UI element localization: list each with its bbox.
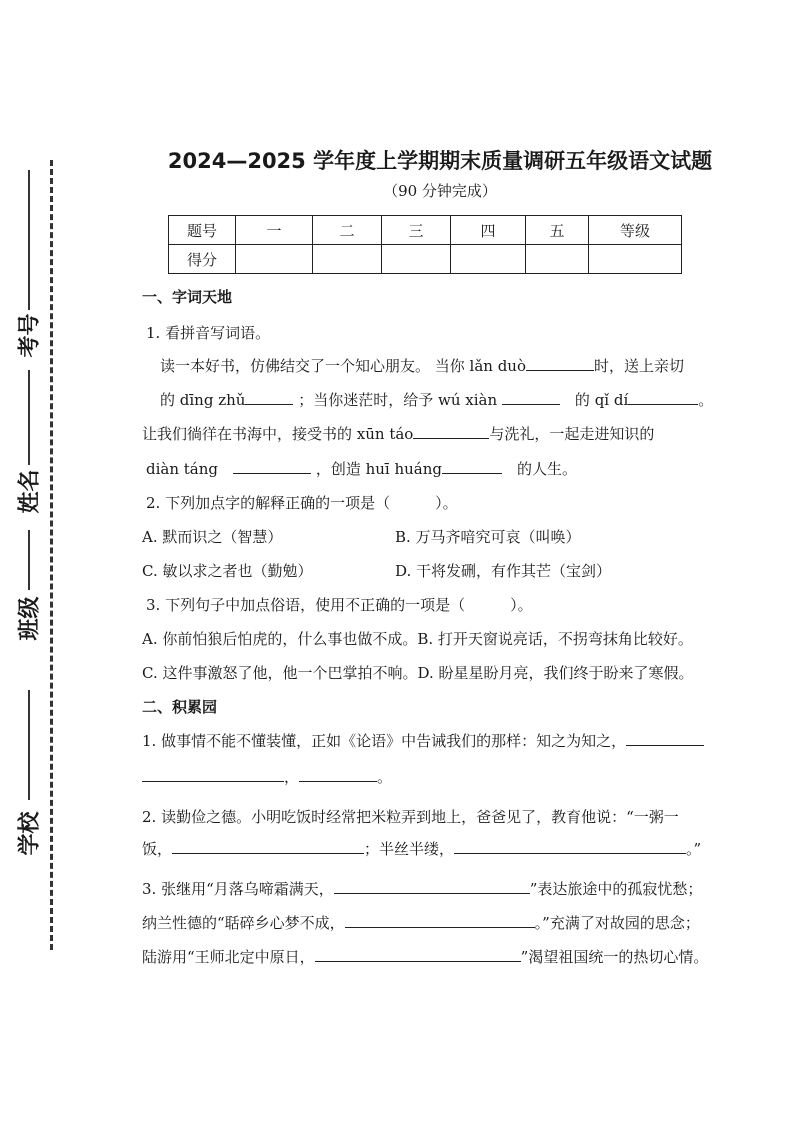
q3-options-cd[interactable]: C. 这件事激怒了他，他一个巴掌拍不响。D. 盼星星盼月亮，我们终于盼来了寒假。 [142, 664, 694, 682]
school-label: 学校 [16, 811, 43, 856]
s2-q3-line2 [142, 912, 700, 933]
q1-text: ；当你迷茫时，给予 wú xiàn [298, 391, 498, 409]
q1-text: 的人生。 [517, 460, 578, 478]
answer-blank[interactable] [628, 390, 698, 405]
s2-q2-line1: 2. 读勤俭之德。小明吃饭时经常把米粒弄到地上，爸爸见了，教育他说：“一粥一 [142, 808, 679, 826]
s2-q3-line3 [142, 946, 708, 967]
q1-line2 [160, 389, 713, 410]
q1-text: 。 [698, 391, 714, 409]
q1-line4 [146, 458, 577, 479]
q3-options-ab[interactable]: A. 你前怕狼后怕虎的，什么事也做不成。B. 打开天窗说亮话，不拐弯抹角比较好。 [142, 630, 693, 648]
answer-blank[interactable] [245, 390, 293, 405]
s2-q3-text: 3. 张继用“月落乌啼霜满天， [142, 880, 334, 898]
s2-q1-end: 。 [377, 768, 393, 786]
score-cell[interactable] [451, 245, 526, 274]
answer-blank[interactable] [454, 839, 686, 854]
s2-q3-text: ”渴望祖国统一的热切心情。 [520, 948, 709, 966]
s2-q3-text: ”表达旅途中的孤寂忧愁； [529, 880, 703, 898]
s2-q2-text: 。” [686, 840, 702, 858]
answer-blank[interactable] [526, 356, 594, 371]
score-header-cell: 三 [382, 216, 451, 245]
q1-stem: 1. 看拼音写词语。 [146, 324, 271, 342]
score-cell[interactable] [382, 245, 451, 274]
s2-q2-text: 饭， [142, 840, 173, 858]
answer-blank[interactable] [233, 459, 311, 474]
q2-option-d[interactable]: D. 干将发硎，有作其芒（宝剑） [395, 562, 612, 580]
score-header-cell: 一 [236, 216, 313, 245]
s2-q1-line2 [142, 766, 392, 787]
class-field[interactable] [28, 530, 30, 590]
score-header-cell: 四 [451, 216, 526, 245]
answer-blank[interactable] [413, 424, 489, 439]
q2-option-a[interactable]: A. 默而识之（智慧） [142, 528, 283, 546]
score-table [168, 215, 682, 274]
answer-blank[interactable] [502, 390, 560, 405]
q1-text: 的 qǐ dí [574, 391, 629, 409]
score-row-label: 得分 [169, 245, 236, 274]
section1-heading: 一、字词天地 [142, 288, 233, 306]
class-label: 班级 [16, 596, 43, 641]
name-field[interactable] [28, 370, 30, 465]
score-header-row [169, 216, 682, 245]
score-cell[interactable] [313, 245, 382, 274]
answer-blank[interactable] [345, 913, 535, 928]
q2-option-b[interactable]: B. 万马齐喑究可哀（叫唤） [395, 528, 581, 546]
score-cell[interactable] [589, 245, 682, 274]
name-label: 姓名 [16, 469, 43, 514]
q1-line3 [142, 423, 654, 444]
s2-q3-text: 陆游用“王师北定中原日， [142, 948, 315, 966]
answer-blank[interactable] [442, 459, 502, 474]
s2-q2-text: ；半丝半缕， [364, 840, 455, 858]
q1-text: 时，送上亲切 [594, 357, 685, 375]
answer-blank[interactable] [334, 879, 530, 894]
answer-blank[interactable] [172, 839, 364, 854]
exam-no-label: 考号 [16, 313, 43, 358]
s2-q1-text: 1. 做事情不能不懂装懂，正如《论语》中告诫我们的那样：知之为知之， [142, 732, 627, 750]
q1-text: 与洗礼，一起走进知识的 [489, 425, 655, 443]
section2-heading: 二、积累园 [142, 698, 218, 716]
binding-strip [0, 0, 70, 1121]
q1-text: 让我们徜徉在书海中，接受书的 xūn táo [142, 425, 414, 443]
q1-text: 读一本好书，仿佛结交了一个知心朋友。 当你 lǎn duò [160, 357, 527, 375]
q1-line1 [160, 355, 684, 376]
s2-q3-line1 [142, 878, 702, 899]
cut-line [50, 160, 53, 950]
answer-blank[interactable] [142, 767, 284, 782]
score-header-cell: 等级 [589, 216, 682, 245]
answer-blank[interactable] [626, 731, 704, 746]
q2-stem: 2. 下列加点字的解释正确的一项是（ ）。 [146, 494, 458, 512]
score-cell[interactable] [236, 245, 313, 274]
score-header-cell: 二 [313, 216, 382, 245]
q2-option-c[interactable]: C. 敏以求之者也（勤勉） [142, 562, 313, 580]
q3-stem: 3. 下列句子中加点俗语，使用不正确的一项是（ ）。 [146, 596, 533, 614]
exam-no-field[interactable] [28, 170, 30, 310]
s2-q3-text: 纳兰性德的“聒碎乡心梦不成， [142, 914, 345, 932]
s2-q3-text: 。”充满了对故园的思念； [534, 914, 700, 932]
s2-q2-line2 [142, 838, 701, 859]
answer-blank[interactable] [315, 947, 521, 962]
q1-text: 的 dīng zhǔ [160, 391, 246, 409]
answer-blank[interactable] [299, 767, 377, 782]
s2-q1-line1 [142, 730, 704, 751]
school-field[interactable] [28, 690, 30, 800]
score-header-cell: 题号 [169, 216, 236, 245]
s2-q1-sep: ， [284, 768, 300, 786]
q1-text: ，创造 huī huáng [315, 460, 442, 478]
page-subtitle: （90 分钟完成） [383, 182, 497, 200]
page-title: 2024—2025 学年度上学期期末质量调研五年级语文试题 [167, 149, 713, 173]
score-cell[interactable] [526, 245, 589, 274]
score-row [169, 245, 682, 274]
score-header-cell: 五 [526, 216, 589, 245]
q1-text: diàn táng [146, 460, 219, 478]
